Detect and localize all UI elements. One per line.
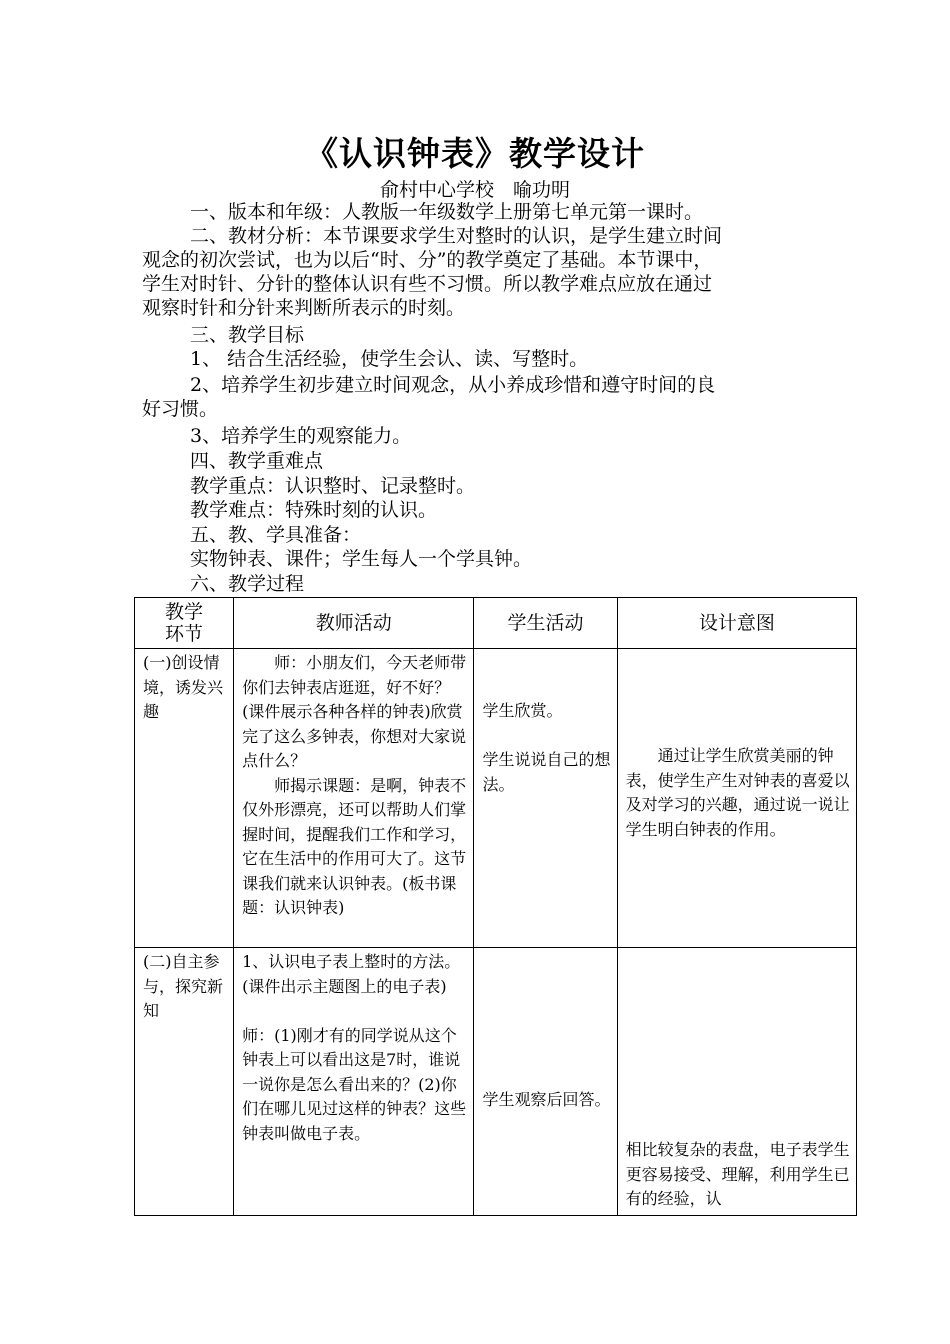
step-cell	[135, 948, 234, 1216]
teacher-cell	[234, 649, 474, 948]
design-cell	[617, 948, 856, 1216]
section-process-heading: 六、教学过程	[190, 573, 305, 595]
header-student: 学生活动	[474, 598, 617, 649]
teacher-text: 师揭示课题：是啊，钟表不仅外形漂亮，还可以帮助人们掌握时间，提醒我们工作和学习，它在生活中的作用可大了。这节课我们就来认识钟表。(板书课题：认识钟表)	[242, 775, 467, 917]
goal-2: 2、培养学生初步建立时间观念，从小养成珍惜和遵守时间的良	[190, 374, 716, 396]
student-cell	[474, 649, 617, 948]
table-row	[135, 948, 857, 1216]
document-title: 《认识钟表》教学设计	[305, 134, 645, 173]
teacher-text: 师：小朋友们，今天老师带你们去钟表店逛逛，好不好？(课件展示各种各样的钟表)欣赏完了这么多钟表，你想对大家说点什么？	[242, 653, 467, 770]
design-text: 通过让学生欣赏美丽的钟表，使学生产生对钟表的喜爱以及对学习的兴趣，通过说一说让学生明白钟表的作用。	[625, 746, 850, 839]
header-teacher: 教师活动	[234, 598, 474, 649]
teacher-text: 师：(1)刚才有的同学说从这个钟表上可以看出这是7时，谁说一说你是怎么看出来的？(2)你们在哪儿见过这样的钟表？这些钟表叫做电子表。	[242, 1025, 467, 1143]
materials-list: 实物钟表、课件；学生每人一个学具钟。	[190, 548, 533, 570]
student-cell	[474, 948, 617, 1216]
student-text: 学生说说自己的想法。	[482, 750, 611, 794]
section-goals-heading: 三、教学目标	[190, 324, 305, 346]
goal-1: 1、 结合生活经验，使学生会认、读、写整时。	[190, 348, 589, 370]
section-analysis-line4: 观察时针和分针来判断所表示的时刻。	[142, 297, 466, 319]
section-analysis: 二、教材分析：本节课要求学生对整时的认识，是学生建立时间	[190, 225, 723, 247]
header-step-line2: 环节	[165, 623, 204, 645]
design-cell	[617, 649, 856, 948]
table-row	[135, 649, 857, 948]
goal-3: 3、培养学生的观察能力。	[190, 425, 412, 447]
goal-2-line2: 好习惯。	[142, 398, 219, 420]
section-materials-heading: 五、教、学具准备：	[190, 524, 362, 546]
header-step-line1: 教学	[165, 601, 204, 623]
header-design: 设计意图	[617, 598, 856, 649]
step-label: (二)自主参与，探究新知	[143, 952, 224, 1020]
header-step	[135, 598, 234, 649]
section-analysis-line2: 观念的初次尝试，也为以后“时、分”的教学奠定了基础。本节课中，	[142, 249, 713, 271]
key-point: 教学重点：认识整时、记录整时。	[190, 475, 476, 497]
table-header-row	[135, 598, 857, 649]
design-text: 相比较复杂的表盘，电子表学生更容易接受、理解，利用学生已有的经验，认	[625, 1140, 850, 1208]
difficult-point: 教学难点：特殊时刻的认识。	[190, 499, 438, 521]
step-cell	[135, 649, 234, 948]
teacher-text: 1、认识电子表上整时的方法。(课件出示主题图上的电子表)	[242, 952, 461, 996]
step-label: (一)创设情境，诱发兴趣	[143, 653, 224, 721]
teacher-cell	[234, 948, 474, 1216]
author-line: 俞村中心学校 喻功明	[379, 179, 570, 201]
section-version: 一、版本和年级：人教版一年级数学上册第七单元第一课时。	[190, 201, 704, 223]
lesson-process-table	[134, 597, 857, 1216]
student-text: 学生欣赏。	[482, 701, 563, 720]
student-text: 学生观察后回答。	[482, 1090, 611, 1109]
section-keypoints-heading: 四、教学重难点	[190, 450, 324, 472]
section-analysis-line3: 学生对时针、分针的整体认识有些不习惯。所以教学难点应放在通过	[142, 273, 713, 295]
